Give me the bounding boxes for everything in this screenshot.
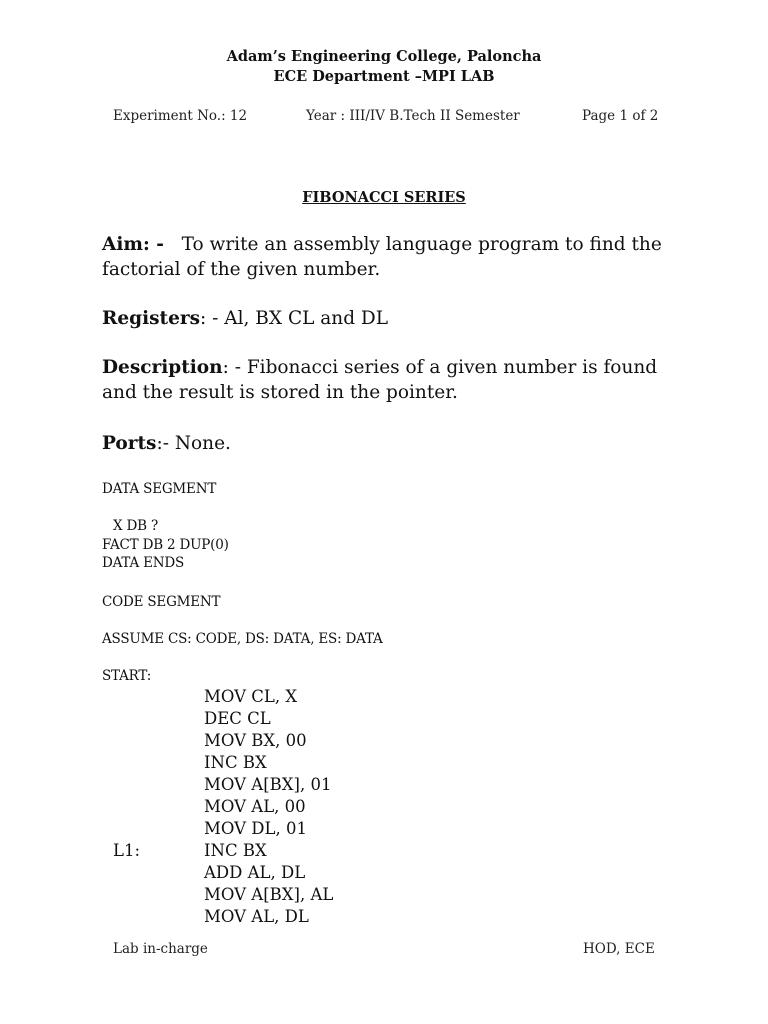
footer-lab-incharge: Lab in-charge xyxy=(113,941,208,957)
aim-text-1: To write an assembly language program to find the xyxy=(181,234,662,255)
college-name: Adam’s Engineering College, Paloncha xyxy=(226,48,542,65)
code-line: DEC CL xyxy=(204,709,271,728)
description-text-2: and the result is stored in the pointer. xyxy=(102,382,458,403)
registers-line xyxy=(102,306,388,331)
code-line: MOV A[BX], 01 xyxy=(204,775,332,794)
aim-label: Aim: - xyxy=(102,234,164,255)
experiment-number: Experiment No.: 12 xyxy=(113,108,248,124)
data-segment-line-2: FACT DB 2 DUP(0) xyxy=(102,537,229,553)
data-segment-line-1: X DB ? xyxy=(113,518,158,534)
aim-text-2: factorial of the given number. xyxy=(102,259,381,280)
description-label: Description xyxy=(102,357,223,378)
code-line: MOV DL, 01 xyxy=(204,819,307,838)
code-line: MOV CL, X xyxy=(204,687,298,706)
loop-label: L1: xyxy=(113,841,141,860)
data-segment-line-3: DATA ENDS xyxy=(102,555,185,571)
code-line: MOV A[BX], AL xyxy=(204,885,334,904)
year-semester: Year : III/IV B.Tech II Semester xyxy=(306,108,520,124)
assume-line: ASSUME CS: CODE, DS: DATA, ES: DATA xyxy=(102,631,383,647)
department-name: ECE Department –MPI LAB xyxy=(273,68,495,85)
registers-text: : - Al, BX CL and DL xyxy=(200,308,389,329)
code-line: INC BX xyxy=(204,753,267,772)
description-line-1 xyxy=(102,355,657,380)
page-number: Page 1 of 2 xyxy=(582,108,659,124)
aim-line-1 xyxy=(102,232,662,257)
data-segment-header: DATA SEGMENT xyxy=(102,481,217,497)
ports-text: :- None. xyxy=(156,433,231,454)
description-text-1: : - Fibonacci series of a given number is found xyxy=(222,357,658,378)
document-title: FIBONACCI SERIES xyxy=(302,189,466,206)
code-line: MOV AL, DL xyxy=(204,907,309,926)
code-line: ADD AL, DL xyxy=(204,863,306,882)
registers-label: Registers xyxy=(102,308,201,329)
ports-line xyxy=(102,431,231,456)
code-line: MOV BX, 00 xyxy=(204,731,307,750)
ports-label: Ports xyxy=(102,433,157,454)
start-label: START: xyxy=(102,668,152,684)
footer-hod: HOD, ECE xyxy=(583,941,655,957)
code-line: MOV AL, 00 xyxy=(204,797,306,816)
code-segment-header: CODE SEGMENT xyxy=(102,594,221,610)
code-line: INC BX xyxy=(204,841,267,860)
